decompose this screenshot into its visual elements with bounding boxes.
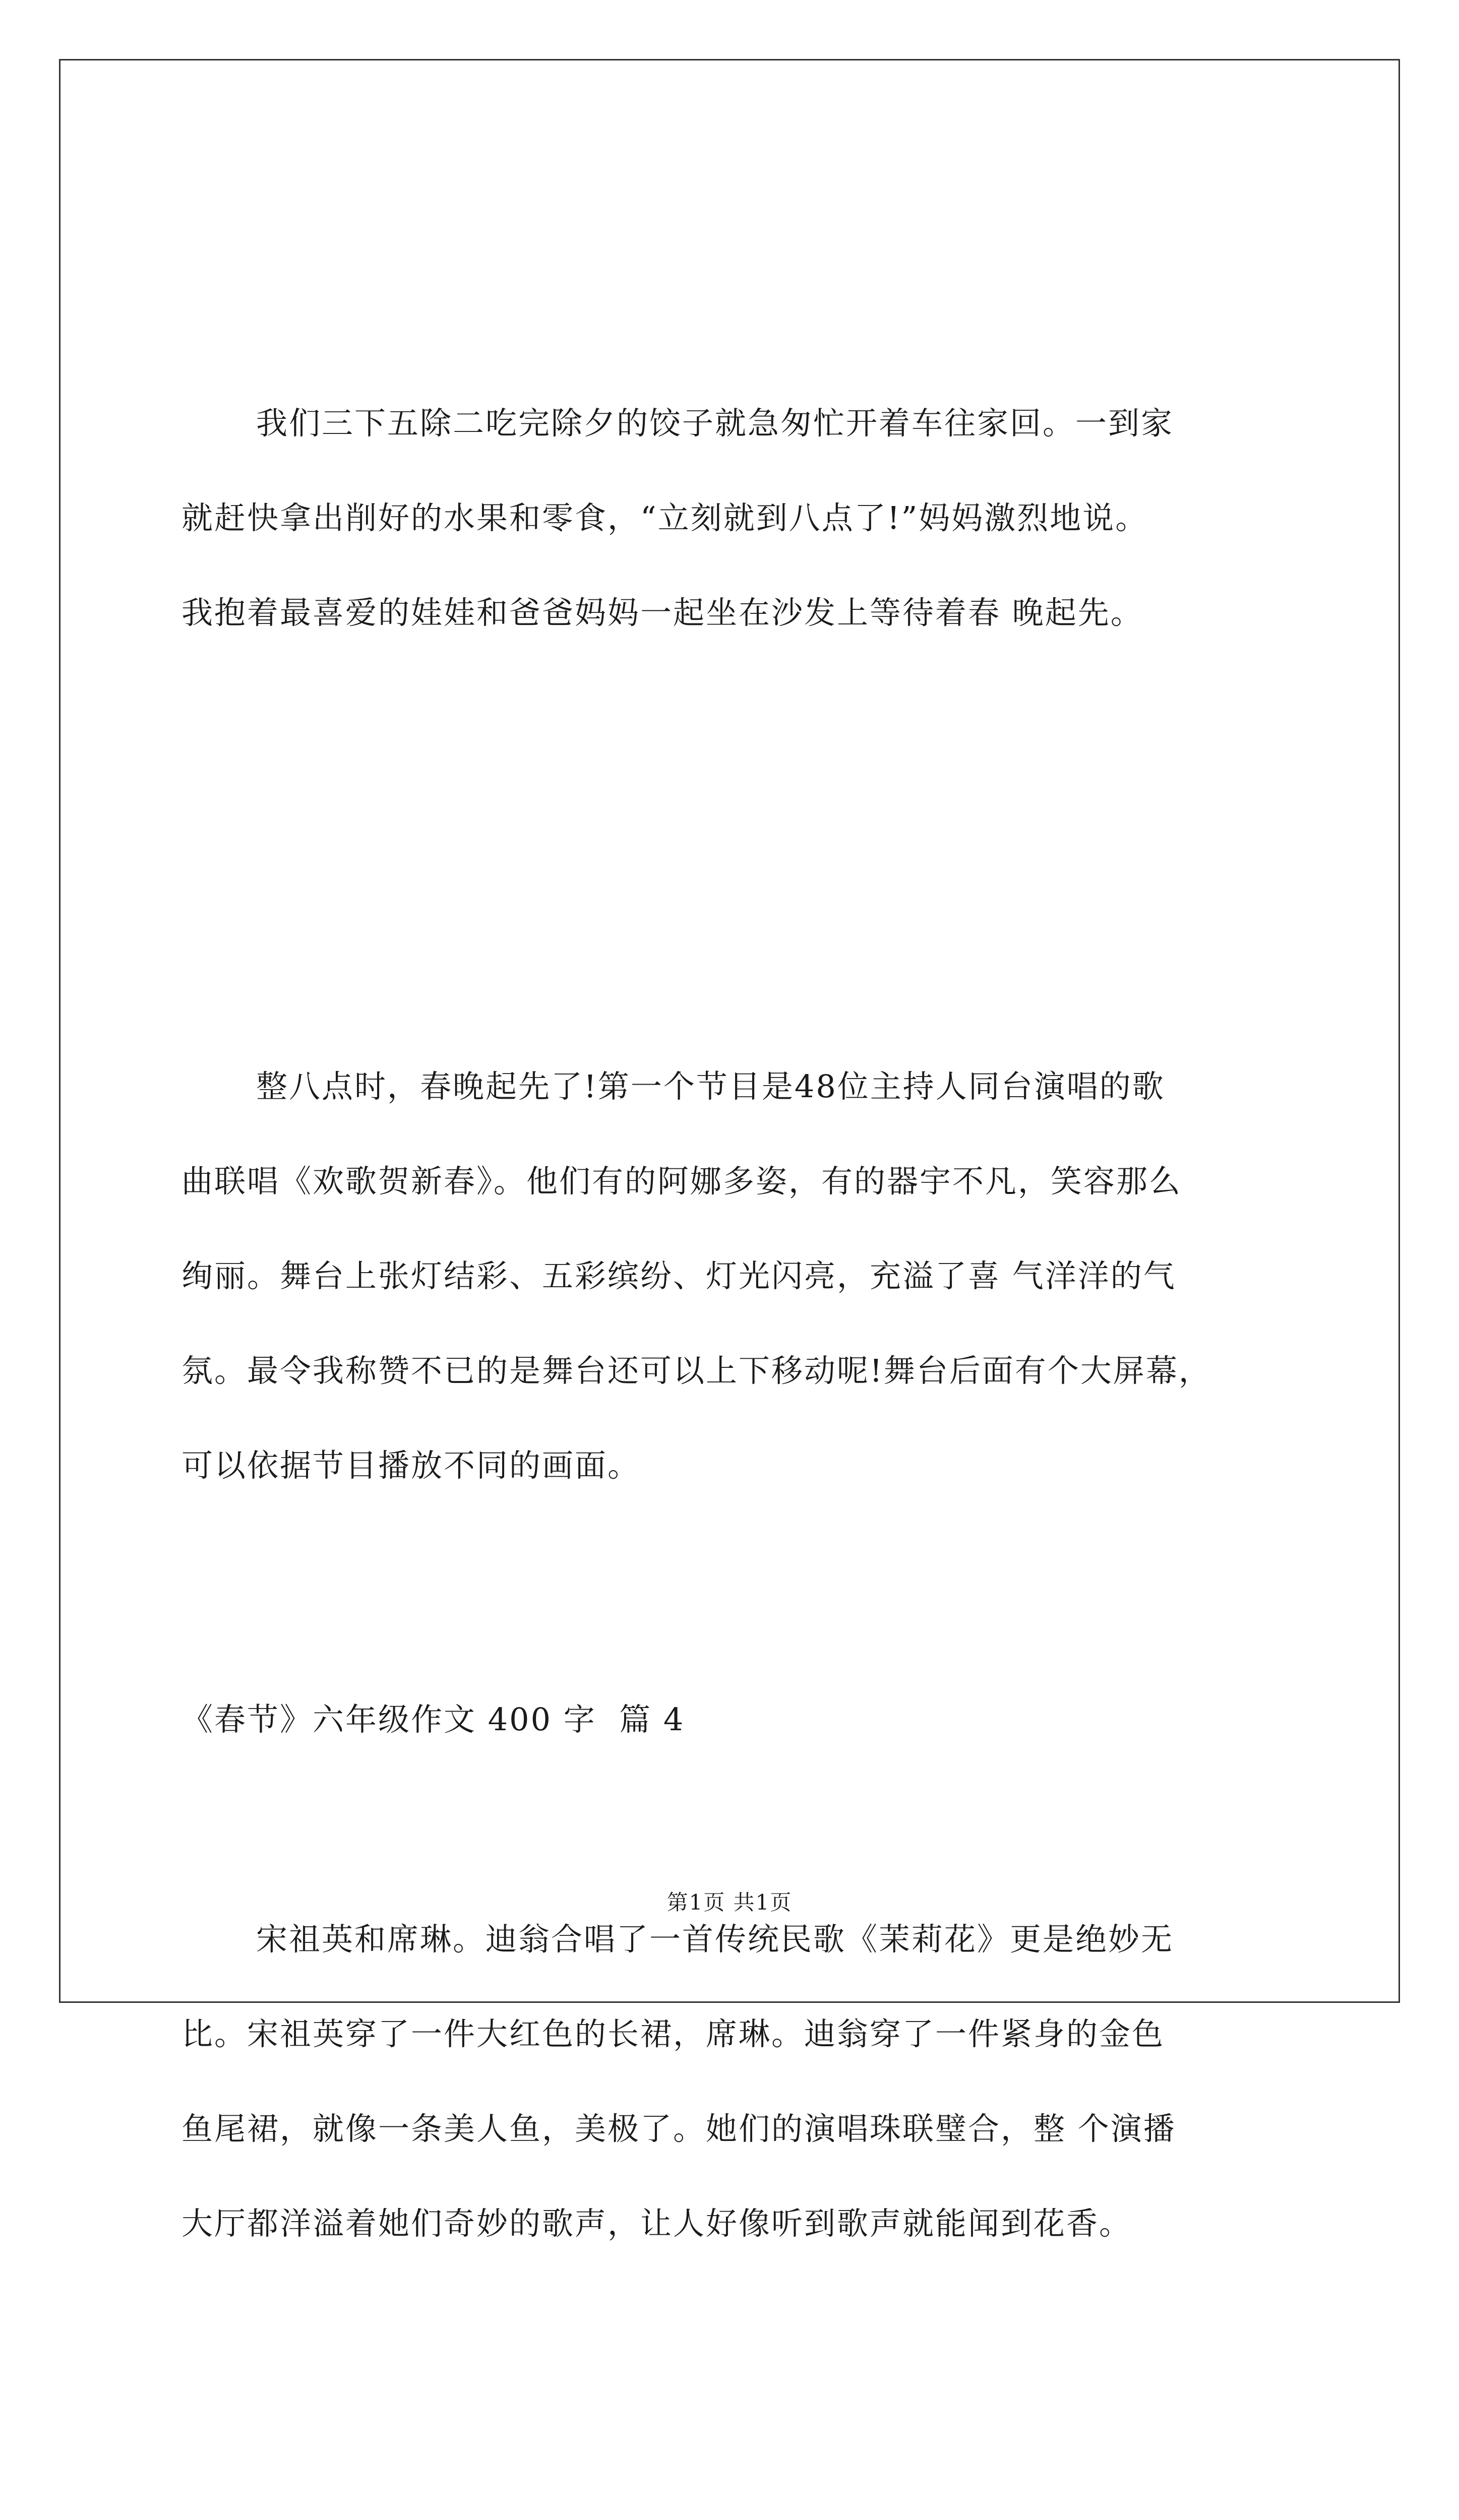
paragraph-line: 鱼尾裙，就像一条美人鱼，美极了。她们的演唱珠联璧合，整 个演播 — [181, 2110, 1176, 2147]
paragraph-2 — [181, 850, 1291, 1703]
essay-heading: 《春节》六年级作文 400 字 篇 4 — [181, 1701, 685, 1738]
paragraph-line: 整八点时，春晚起先了!第一个节目是48位主持人同台演唱的歌 — [256, 1068, 1165, 1105]
paragraph-4 — [181, 2461, 1291, 2520]
paragraph-line: 绚丽。舞台上张灯结彩、五彩缤纷、灯光闪亮，充溢了喜 气洋洋的气 — [181, 1257, 1176, 1294]
paragraph-line: 比。宋祖英穿了一件大红色的长裙，席琳。迪翁穿了一件紧身的金色 — [181, 2015, 1165, 2052]
paragraph-line: 我们三下五除二吃完除夕的饺子就急匆忙开着车往家回。一到家 — [256, 405, 1174, 442]
paragraph-line: 可以依据节目播放不同的画面。 — [181, 1447, 641, 1484]
paragraph-line: 就赶快拿出削好的水果和零食，“立刻就到八点了!”妈妈激烈地说。 — [181, 499, 1148, 536]
document-body — [181, 186, 1291, 2520]
paragraph-1 — [181, 186, 1291, 850]
paragraph-line: 曲联唱《欢歌贺新春》。他们有的阿娜多姿，有的器宇不凡，笑容那么 — [181, 1163, 1182, 1200]
paragraph-line: 大厅都洋溢着她们奇妙的歌声，让人好像听到歌声就能闻到花香。 — [181, 2205, 1132, 2242]
paragraph-line: 氛。最令我称赞不已的是舞台还可以上下移动呢!舞台后面有个大屏幕， — [181, 1352, 1211, 1389]
page-footer: 第1页 共1页 — [666, 1890, 793, 1915]
paragraph-line: 宋祖英和席琳。迪翁合唱了一首传统民歌《茉莉花》更是绝妙无 — [256, 1921, 1174, 1958]
paragraph-3 — [181, 1703, 1291, 2461]
paragraph-line: 我抱着最喜爱的娃娃和爸爸妈妈一起坐在沙发上等待着春 晚起先。 — [181, 594, 1143, 631]
